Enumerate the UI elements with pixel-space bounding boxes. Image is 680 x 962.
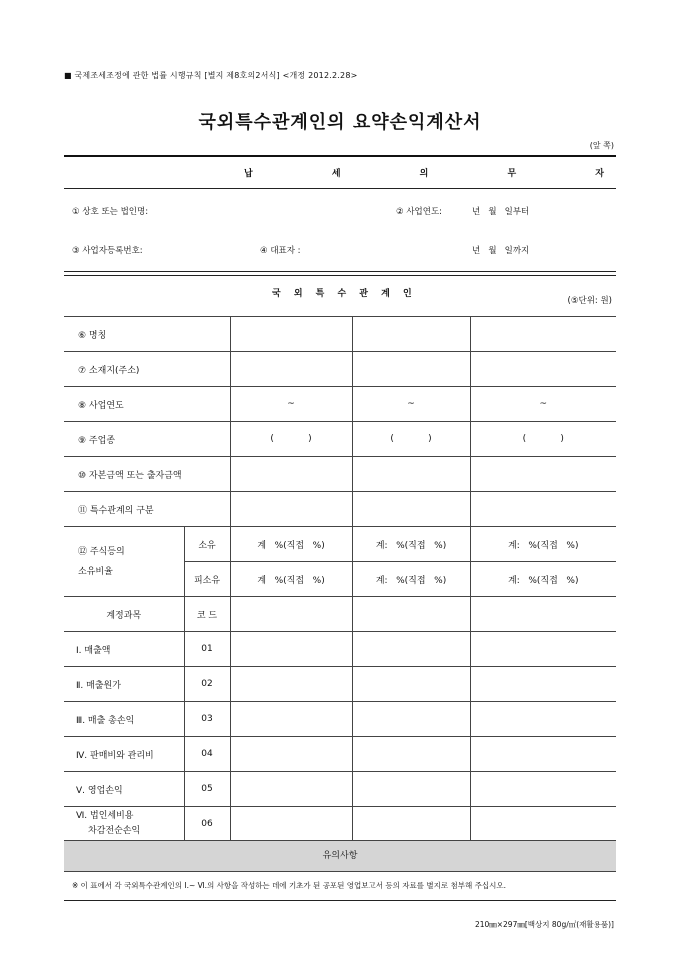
business-year-to: 년 월 일까지 (472, 246, 530, 256)
owned-ratio-cell[interactable]: 계: %(직접 %) (352, 527, 470, 562)
form-title: 국외특수관계인의 요약손익계산서 (198, 112, 482, 133)
code-header: 코 드 (184, 597, 230, 632)
business-year-row-label: ⑧ 사업연도 (64, 387, 230, 422)
legal-basis: ■ 국제조세조정에 관한 법률 시행규칙 [별지 제8호의2서식] <개정 2012.2.28> (64, 71, 358, 80)
capital-label: ⑩ 자본금액 또는 출자금액 (64, 457, 230, 492)
paper-spec: 210㎜×297㎜[백상지 80g/㎡(재활용품)] (474, 920, 614, 929)
divider (64, 271, 616, 272)
account-code: 01 (184, 632, 230, 667)
owned-label: 소유 (184, 527, 230, 562)
related-party-table (64, 316, 616, 842)
address-cell[interactable] (230, 352, 352, 387)
table-row (64, 527, 616, 562)
name-cell[interactable] (470, 317, 616, 352)
amount-cell[interactable] (352, 632, 470, 667)
related-party-section-title: 국 외 특 수 관 계 인 (272, 289, 417, 299)
relation-type-cell[interactable] (470, 492, 616, 527)
business-year-label: ② 사업연도: (396, 207, 443, 217)
name-cell[interactable] (230, 317, 352, 352)
main-business-cell[interactable]: ( ) (230, 422, 352, 457)
amount-cell[interactable] (230, 597, 352, 632)
address-cell[interactable] (470, 352, 616, 387)
taxpayer-section-title: 납 세 의 무 자 (244, 169, 643, 179)
amount-cell[interactable] (230, 772, 352, 807)
main-business-cell[interactable]: ( ) (352, 422, 470, 457)
table-row (64, 457, 616, 492)
main-business-cell[interactable]: ( ) (470, 422, 616, 457)
table-row (64, 737, 616, 772)
table-row (64, 702, 616, 737)
account-label: Ⅲ. 매출 총손익 (64, 702, 184, 737)
amount-cell[interactable] (470, 667, 616, 702)
table-row (64, 317, 616, 352)
notes-text: ※ 이 표에서 각 국외특수관계인의 Ⅰ.~ Ⅵ.의 사항을 작성하는 데에 기초가 된 공포된 영업보고서 등의 자료를 별지로 첨부해 주십시오. (72, 881, 507, 890)
amount-cell[interactable] (230, 632, 352, 667)
amount-cell[interactable] (352, 597, 470, 632)
main-business-label: ⑨ 주업종 (64, 422, 230, 457)
table-row (64, 667, 616, 702)
divider (64, 188, 616, 189)
account-code: 05 (184, 772, 230, 807)
table-row (64, 492, 616, 527)
account-label-line1: Ⅵ. 법인세비용 (76, 811, 134, 821)
account-code: 03 (184, 702, 230, 737)
account-code: 06 (184, 807, 230, 842)
owned-by-ratio-cell[interactable]: 계: %(직접 %) (352, 562, 470, 597)
capital-cell[interactable] (352, 457, 470, 492)
address-label: ⑦ 소재지(주소) (64, 352, 230, 387)
capital-cell[interactable] (470, 457, 616, 492)
notes-title: 유의사항 (64, 840, 616, 872)
ownership-label: ⑫ 주식등의 소유비율 (64, 527, 184, 597)
owned-ratio-cell[interactable]: 계: %(직접 %) (470, 527, 616, 562)
amount-cell[interactable] (230, 807, 352, 842)
amount-cell[interactable] (230, 737, 352, 772)
company-name-label: ① 상호 또는 법인명: (72, 207, 149, 217)
relation-type-cell[interactable] (352, 492, 470, 527)
account-label: Ⅰ. 매출액 (64, 632, 184, 667)
amount-cell[interactable] (230, 667, 352, 702)
divider (64, 275, 616, 276)
table-row (64, 597, 616, 632)
amount-cell[interactable] (352, 737, 470, 772)
business-year-cell[interactable]: ~ (352, 387, 470, 422)
owned-by-label: 피소유 (184, 562, 230, 597)
amount-cell[interactable] (352, 667, 470, 702)
name-cell[interactable] (352, 317, 470, 352)
table-row (64, 807, 616, 842)
table-row (64, 387, 616, 422)
address-cell[interactable] (352, 352, 470, 387)
table-row (64, 632, 616, 667)
relation-type-cell[interactable] (230, 492, 352, 527)
account-label: Ⅱ. 매출원가 (64, 667, 184, 702)
amount-cell[interactable] (470, 737, 616, 772)
amount-cell[interactable] (352, 807, 470, 842)
front-page-mark: (앞 쪽) (589, 141, 614, 150)
business-year-cell[interactable]: ~ (470, 387, 616, 422)
table-row (64, 422, 616, 457)
amount-cell[interactable] (470, 597, 616, 632)
divider (64, 900, 616, 901)
business-year-cell[interactable]: ~ (230, 387, 352, 422)
owned-ratio-cell[interactable]: 계 %(직접 %) (230, 527, 352, 562)
representative-label: ④ 대표자 : (260, 246, 301, 256)
table-row (64, 352, 616, 387)
amount-cell[interactable] (470, 807, 616, 842)
capital-cell[interactable] (230, 457, 352, 492)
account-label: Ⅴ. 영업손익 (64, 772, 184, 807)
registration-number-label: ③ 사업자등록번호: (72, 246, 143, 256)
amount-cell[interactable] (230, 702, 352, 737)
business-year-from: 년 월 일부터 (472, 207, 530, 217)
relation-type-label: ⑪ 특수관계의 구분 (64, 492, 230, 527)
account-code: 04 (184, 737, 230, 772)
name-label: ⑥ 명칭 (64, 317, 230, 352)
amount-cell[interactable] (352, 772, 470, 807)
account-label: Ⅳ. 판매비와 관리비 (64, 737, 184, 772)
account-header: 계정과목 (64, 597, 184, 632)
table-row (64, 772, 616, 807)
account-label (64, 807, 184, 842)
amount-cell[interactable] (470, 632, 616, 667)
owned-by-ratio-cell[interactable]: 계 %(직접 %) (230, 562, 352, 597)
amount-cell[interactable] (470, 702, 616, 737)
owned-by-ratio-cell[interactable]: 계: %(직접 %) (470, 562, 616, 597)
amount-cell[interactable] (470, 772, 616, 807)
account-code: 02 (184, 667, 230, 702)
divider (64, 155, 616, 157)
account-label-line2: 차감전순손익 (88, 826, 141, 836)
amount-cell[interactable] (352, 702, 470, 737)
unit-label: (⑤단위: 원) (567, 296, 612, 306)
